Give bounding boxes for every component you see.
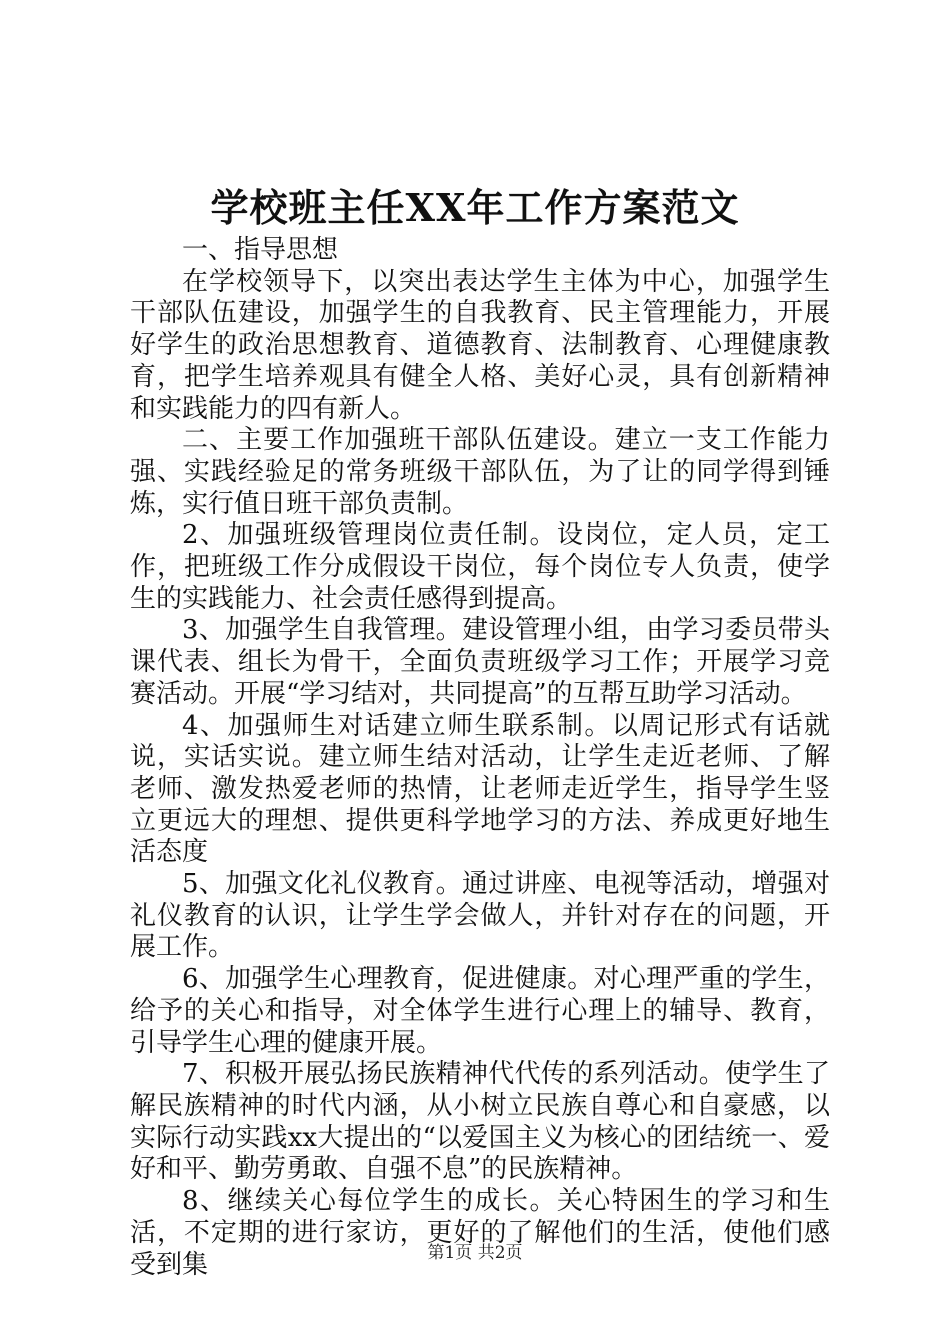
document-title: 学校班主任XX年工作方案范文	[210, 185, 740, 230]
paragraph: 二、主要工作加强班干部队伍建设。建立一支工作能力强、实践经验足的常务班级干部队伍，为了让的同学得到锤炼，实行值日班干部负责制。	[130, 425, 830, 519]
paragraph: 2、加强班级管理岗位责任制。设岗位，定人员，定工作，把班级工作分成假设干岗位，每个岗位专人负责，使学生的实践能力、社会责任感得到提高。	[130, 520, 830, 614]
paragraph: 5、加强文化礼仪教育。通过讲座、电视等活动，增强对礼仪教育的认识，让学生学会做人，并针对存在的问题，开展工作。	[130, 869, 830, 963]
paragraph: 7、积极开展弘扬民族精神代代传的系列活动。使学生了解民族精神的时代内涵，从小树立民族自尊心和自豪感，以实际行动实践xx大提出的“以爱国主义为核心的团结统一、爱好和平、勤劳勇敢、自强不息”的民族精神。	[130, 1059, 830, 1185]
page-footer: 第1页 共2页	[427, 1243, 523, 1263]
paragraph: 4、加强师生对话建立师生联系制。以周记形式有话就说，实话实说。建立师生结对活动，让学生走近老师、了解老师、激发热爱老师的热情，让老师走近学生，指导学生竖立更远大的理想、提供更科学地学习的方法、养成更好地生活态度	[130, 710, 830, 868]
paragraph: 6、加强学生心理教育，促进健康。对心理严重的学生，给予的关心和指导，对全体学生进行心理上的辅导、教育，引导学生心理的健康开展。	[130, 964, 830, 1058]
document-body	[130, 235, 830, 1281]
paragraph: 8、继续关心每位学生的成长。关心特困生的学习和生活，不定期的进行家访，更好的了解他们的生活，使他们感受到集	[130, 1186, 830, 1280]
paragraph: 3、加强学生自我管理。建设管理小组，由学习委员带头课代表、组长为骨干，全面负责班级学习工作；开展学习竞赛活动。开展“学习结对，共同提高”的互帮互助学习活动。	[130, 615, 830, 709]
paragraph: 在学校领导下，以突出表达学生主体为中心，加强学生干部队伍建设，加强学生的自我教育、民主管理能力，开展好学生的政治思想教育、道德教育、法制教育、心理健康教育，把学生培养观具有健全人格、美好心灵，具有创新精神和实践能力的四有新人。	[130, 266, 830, 424]
section-heading: 一、指导思想	[182, 235, 339, 265]
